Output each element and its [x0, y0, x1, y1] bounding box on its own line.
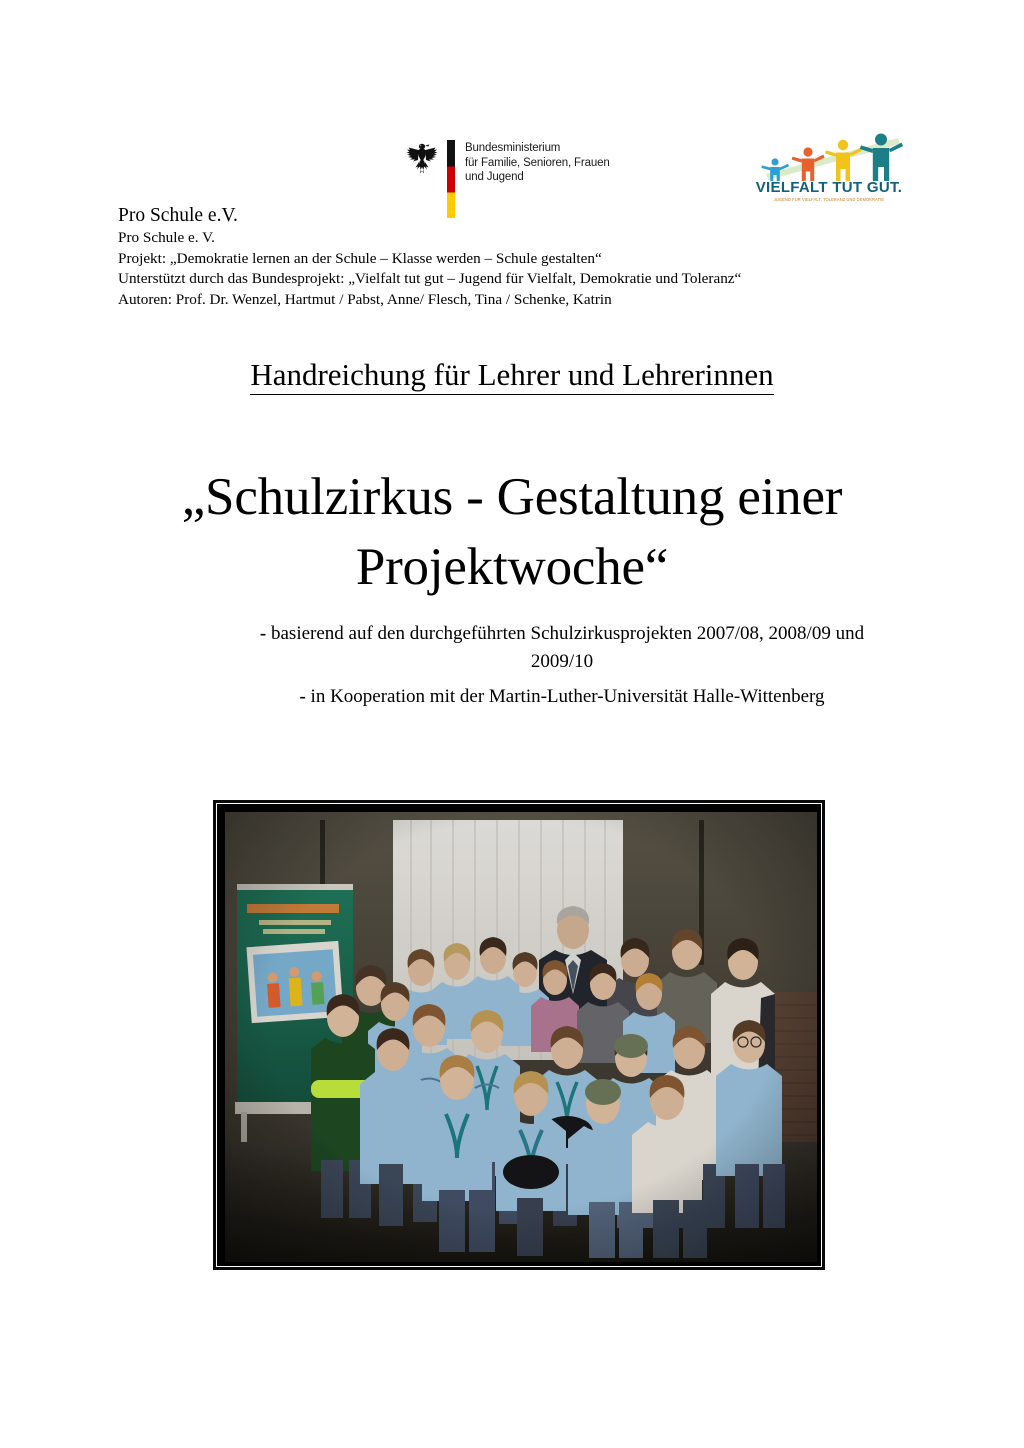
header-text-block [118, 203, 908, 310]
subtitle-cooperation [212, 683, 912, 711]
header-line-3: Unterstützt durch das Bundesprojekt: „Vielfalt tut gut – Jugend für Vielfalt, Demokratie und Toleranz“ [118, 270, 742, 287]
header-line-4: Autoren: Prof. Dr. Wenzel, Hartmut / Pabst, Anne/ Flesch, Tina / Schenke, Katrin [118, 290, 612, 308]
bundesadler-icon [406, 140, 438, 174]
main-title-line-1: „Schulzirkus - Gestaltung einer [181, 468, 843, 526]
vtg-subline: JUGEND FÜR VIELFALT, TOLERANZ UND DEMOKRATIE [773, 197, 885, 202]
subtitle-cooperation-text: in Kooperation mit der Martin-Luther-Universität Halle-Wittenberg [310, 686, 825, 707]
subtitle-bullet-1: - [259, 623, 267, 644]
bm-line-1: Bundesministerium [465, 142, 561, 154]
subject-heading [0, 356, 1024, 394]
subtitle-projects [212, 620, 912, 676]
subtitle-projects-wrap: 2009/10 [530, 651, 594, 672]
header-line-1: Pro Schule e. V. [118, 229, 215, 246]
vtg-wordmark: VIELFALT TUT GUT. [755, 179, 903, 196]
vtg-figures-icon [748, 130, 910, 186]
page-title [112, 462, 912, 602]
bm-line-3: und Jugend [465, 171, 524, 183]
subtitle-projects-text: basierend auf den durchgeführten Schulzirkusprojekten 2007/08, 2008/09 und [271, 623, 865, 644]
subject-heading-text: Handreichung für Lehrer und Lehrerinnen [250, 357, 773, 395]
header-line-2: Projekt: „Demokratie lernen an der Schule – Klasse werden – Schule gestalten“ [118, 249, 602, 267]
vielfalt-tut-gut-logo [748, 130, 910, 208]
organization-title: Pro Schule e.V. [118, 205, 238, 226]
group-photo-frame [213, 800, 825, 1270]
main-title-line-2: Projektwoche“ [355, 538, 669, 596]
bm-line-2: für Familie, Senioren, Frauen [465, 156, 610, 169]
subtitle-bullet-2: - [299, 686, 306, 707]
group-photo [225, 812, 817, 1262]
bundesministerium-wordmark [465, 138, 610, 185]
